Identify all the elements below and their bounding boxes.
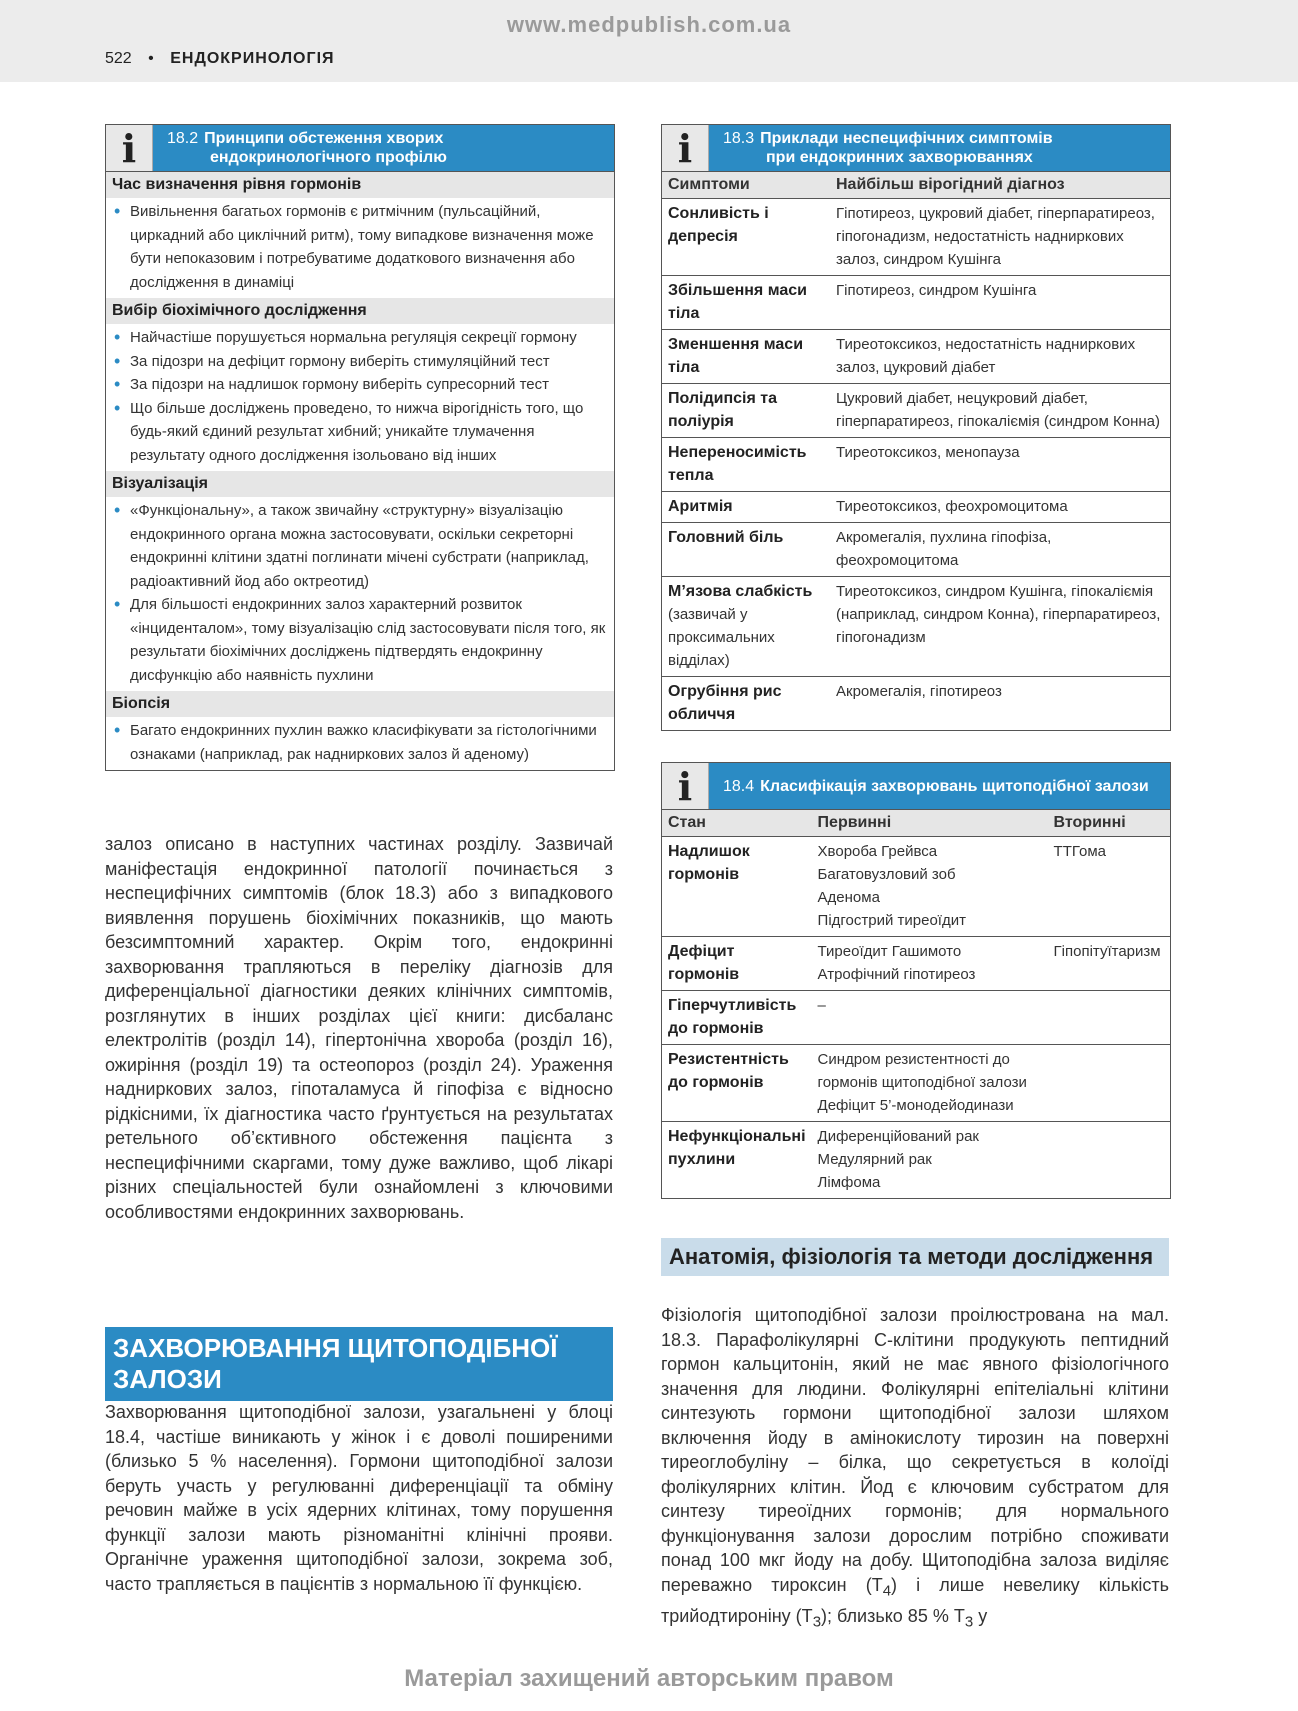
primary-item: Багатовузловий зоб bbox=[817, 866, 956, 883]
state-cell: Нефункціональні пухлини bbox=[662, 1122, 812, 1199]
box-section-heading: Вибір біохімічного дослідження bbox=[106, 298, 614, 324]
table-row bbox=[662, 199, 1170, 276]
symptom-note: (зазвичай у проксимальних відділах) bbox=[668, 606, 775, 669]
box-18-3-title bbox=[709, 125, 1170, 171]
subscript: 3 bbox=[812, 1613, 822, 1631]
box-section-heading: Біопсія bbox=[106, 691, 614, 717]
col-primary: Первинні bbox=[812, 810, 1048, 837]
table-row bbox=[662, 837, 1170, 937]
symptom-cell bbox=[662, 330, 830, 384]
symptom-cell bbox=[662, 492, 830, 523]
symptom-name: М’язова слабкість bbox=[668, 583, 813, 600]
list-item: • Для більшості ендокринних залоз характерний розвиток «інциденталом», тому візуалізацію слід застосовувати після того, як результати біохімічних досліджень підтвердять ендокринну дисфункцію або наявність пухлини bbox=[130, 593, 608, 687]
symptom-cell bbox=[662, 523, 830, 577]
diagnosis-cell: Тиреотоксикоз, менопауза bbox=[830, 438, 1170, 492]
separator-bullet: • bbox=[148, 50, 154, 67]
diagnosis-cell: Гіпотиреоз, цукровий діабет, гіперпаратиреоз, гіпогонадизм, недостатність наднирковиx залоз, синдром Кушінга bbox=[830, 199, 1170, 276]
list-item: • За підозри на надлишок гормону виберіть супресорний тест bbox=[130, 373, 608, 397]
symptom-cell bbox=[662, 677, 830, 731]
symptom-cell bbox=[662, 577, 830, 677]
primary-item: Дефіцит 5’-монодейодинази bbox=[817, 1097, 1014, 1114]
table-row bbox=[662, 330, 1170, 384]
table-row bbox=[662, 677, 1170, 731]
col-symptoms: Симптоми bbox=[662, 172, 830, 199]
symptom-name: Аритмія bbox=[668, 498, 733, 515]
box-section-list bbox=[106, 497, 614, 691]
secondary-cell: Гіпопітуїтаризм bbox=[1048, 937, 1170, 991]
primary-cell bbox=[812, 1045, 1048, 1122]
box-18-2-title bbox=[153, 125, 614, 171]
body-paragraph-2: Захворювання щитоподібної залози, узагальнені у блоці 18.4, частіше виникають у жінок і є доволі поширеними (близько 5 % населення). Гормони щитоподібної залози беруть участь у регулюванні диференціації та обміну речовин майже в усіх ядерних клітинах, тому порушення функції залози мають різноманітні клінічні прояви. Органічне ураження щитоподібної залози, зокрема зоб, часто трапляється в пацієнтів з нормальною її функцією. bbox=[105, 1402, 613, 1594]
primary-item: Диференційований рак bbox=[817, 1128, 979, 1145]
box-section-heading: Час визначення рівня гормонів bbox=[106, 172, 614, 198]
symptom-cell bbox=[662, 276, 830, 330]
primary-cell bbox=[812, 837, 1048, 937]
diagnosis-cell: Тиреотоксикоз, феохромоцитома bbox=[830, 492, 1170, 523]
state-cell: Дефіцит гормонів bbox=[662, 937, 812, 991]
list-item: • Вивільнення багатьох гормонів є ритмічним (пульсаційний, циркадний або циклічний ритм), тому випадкове визначення може бути непоказовим і потребуватиме додаткового визначення або дослідження в динаміці bbox=[130, 200, 608, 294]
watermark-url: www.medpublish.com.ua bbox=[506, 12, 792, 37]
primary-item: Лімфома bbox=[817, 1174, 881, 1191]
symptom-name: Головний біль bbox=[668, 529, 784, 546]
box-number: 18.2 bbox=[167, 130, 199, 147]
page-number: 522 bbox=[105, 50, 132, 67]
primary-item: Аденома bbox=[817, 889, 880, 906]
subscript: 3 bbox=[964, 1613, 974, 1631]
box-18-3-header bbox=[662, 125, 1170, 172]
text-part: Фізіологія щитоподібної залози проілюстрована на мал. 18.3. Парафолікулярні С-клітини продукують пептидний гормон кальцитонін, який не має явного фізіологічного значення для людини. Фолікулярні епітеліальні клітини синтезують гормони щитоподібної залози шляхом включення йоду в амінокислоту тирозин на поверхні тиреоглобуліну – білка, що секретується в колоїді фолікулярних клітин. Йод є ключовим субстратом для синтезу тиреоїдних гормонів; для нормального функціонування залози дорослим потрібно споживати понад 100 мкг йоду на добу. Щитоподібна залоза виділяє переважно тироксин (T bbox=[661, 1305, 1169, 1595]
primary-item: Медулярний рак bbox=[817, 1151, 932, 1168]
state-cell: Гіперчутливість до гормонів bbox=[662, 991, 812, 1045]
section-heading-thyroid: ЗАХВОРЮВАННЯ ЩИТОПОДІБНОЇ ЗАЛОЗИ bbox=[105, 1327, 613, 1401]
box-section-heading: Візуалізація bbox=[106, 471, 614, 497]
col-diagnosis: Найбільш вірогідний діагноз bbox=[830, 172, 1170, 199]
box-title-line1: Приклади неспецифічних симптомів bbox=[760, 130, 1053, 147]
secondary-cell: ТТГома bbox=[1048, 837, 1170, 937]
table-row bbox=[662, 937, 1170, 991]
table-row bbox=[662, 1122, 1170, 1199]
table-row bbox=[662, 276, 1170, 330]
primary-item: Атрофічний гіпотиреоз bbox=[817, 966, 976, 983]
text-part: ); близько 85 % T bbox=[821, 1605, 965, 1626]
copyright-watermark: Матеріал захищений авторським правом bbox=[404, 1665, 894, 1692]
primary-item: Хвороба Грейвса bbox=[817, 843, 938, 860]
primary-item: – bbox=[817, 997, 826, 1014]
primary-item: Підгострий тиреоїдит bbox=[817, 912, 966, 929]
table-row bbox=[662, 1045, 1170, 1122]
box-number: 18.3 bbox=[723, 130, 755, 147]
secondary-cell bbox=[1048, 1122, 1170, 1199]
primary-cell bbox=[812, 937, 1048, 991]
secondary-cell bbox=[1048, 1045, 1170, 1122]
primary-cell bbox=[812, 991, 1048, 1045]
primary-item: Тиреоїдит Гашимото bbox=[817, 943, 962, 960]
table-row bbox=[662, 523, 1170, 577]
list-item: • Багато ендокринних пухлин важко класифікувати за гістологічними ознаками (наприклад, рак надниркових залоз й аденому) bbox=[130, 719, 608, 766]
box-section-list bbox=[106, 324, 614, 471]
box-number: 18.4 bbox=[723, 777, 755, 795]
box-18-4 bbox=[661, 762, 1171, 1199]
symptom-name: Збільшення маси тіла bbox=[668, 282, 807, 322]
diagnosis-cell: Акромегалія, пухлина гіпофіза, феохромоцитома bbox=[830, 523, 1170, 577]
primary-cell bbox=[812, 1122, 1048, 1199]
symptom-name: Сонливість і депресія bbox=[668, 205, 769, 245]
secondary-cell bbox=[1048, 991, 1170, 1045]
table-row bbox=[662, 384, 1170, 438]
symptom-name: Зменшення маси тіла bbox=[668, 336, 804, 376]
symptom-cell bbox=[662, 384, 830, 438]
box-title-line1: Принципи обстеження хворих bbox=[204, 130, 444, 147]
state-cell: Надлишок гормонів bbox=[662, 837, 812, 937]
box-18-4-header bbox=[662, 763, 1170, 810]
box-18-3 bbox=[661, 124, 1171, 731]
section-title: ЕНДОКРИНОЛОГІЯ bbox=[170, 50, 335, 67]
box-section-list bbox=[106, 198, 614, 298]
table-row bbox=[662, 577, 1170, 677]
body-paragraph-1: залоз описано в наступних частинах розділу. Зазвичай маніфестація ендокринної патології починається з неспецифічних симптомів (блок 18.3) або з випадкового виявлення порушень біохімічних показників, що мають безсимптомний характер. Окрім того, ендокринні захворювання трапляються в переліку діагнозів для диференціальної діагностики деяких клінічних симптомів, розглянутих в інших розділах цієї книги: дисбаланс електролітів (розділ 14), гіпертонічна хвороба (розділ 16), ожиріння (розділ 19) та остеопороз (розділ 24). Ураження наднирковиx залоз, гіпоталамуса й гіпофіза є відносно рідкісними, їх діагностика часто ґрунтується на результатах ретельного об’єктивного обстеження пацієнта з неспецифічними скаргами, тому дуже важливо, щоб лікарі різних спеціальностей були ознайомлені з ключовими особливостями ендокринних захворювань. bbox=[105, 834, 613, 1222]
state-cell: Резистентність до гормонів bbox=[662, 1045, 812, 1122]
symptom-name: Огрубіння рис обличчя bbox=[668, 683, 782, 723]
thyroid-classification-table bbox=[662, 810, 1170, 1198]
box-title-line2: при ендокринних захворюваннях bbox=[766, 149, 1033, 166]
symptom-cell bbox=[662, 438, 830, 492]
diagnosis-cell: Тиреотоксикоз, недостатність наднирковиx залоз, цукровий діабет bbox=[830, 330, 1170, 384]
diagnosis-cell: Акромегалія, гіпотиреоз bbox=[830, 677, 1170, 731]
box-section-list bbox=[106, 717, 614, 770]
col-state: Стан bbox=[662, 810, 812, 837]
table-row bbox=[662, 492, 1170, 523]
list-item: • За підозри на дефіцит гормону виберіть стимуляційний тест bbox=[130, 350, 608, 374]
box-18-4-title bbox=[709, 763, 1170, 809]
running-head bbox=[105, 50, 335, 68]
symptom-name: Полідипсія та поліурія bbox=[668, 390, 777, 430]
text-part: у bbox=[973, 1605, 988, 1626]
diagnosis-cell: Гіпотиреоз, синдром Кушінга bbox=[830, 276, 1170, 330]
info-icon: i bbox=[662, 763, 709, 809]
box-title: Класифікація захворювань щитоподібної залози bbox=[760, 777, 1149, 795]
info-icon: i bbox=[106, 125, 153, 171]
symptom-cell bbox=[662, 199, 830, 276]
box-18-2-body bbox=[106, 172, 614, 770]
primary-item: Синдром резистентності до гормонів щитоподібної залози bbox=[817, 1051, 1027, 1091]
diagnosis-cell: Цукровий діабет, нецукровий діабет, гіперпаратиреоз, гіпокаліємія (синдром Конна) bbox=[830, 384, 1170, 438]
diagnosis-cell: Тиреотоксикоз, синдром Кушінга, гіпокаліємія (наприклад, синдром Конна), гіперпаратиреоз, гіпогонадизм bbox=[830, 577, 1170, 677]
subsection-heading-anatomy: Анатомія, фізіологія та методи дослідження bbox=[661, 1238, 1169, 1276]
box-title-line2: ендокринологічного профілю bbox=[210, 149, 447, 166]
symptoms-table bbox=[662, 172, 1170, 730]
table-row bbox=[662, 438, 1170, 492]
col-secondary: Вторинні bbox=[1048, 810, 1170, 837]
body-paragraph-3 bbox=[661, 1303, 1169, 1635]
symptom-name: Непереносимість тепла bbox=[668, 444, 807, 484]
text-part: ) і лише невелику кількість трийодтироніну (T bbox=[661, 1574, 1169, 1626]
table-row bbox=[662, 991, 1170, 1045]
list-item: • Найчастіше порушується нормальна регуляція секреції гормону bbox=[130, 326, 608, 350]
subscript: 4 bbox=[882, 1582, 892, 1600]
box-18-2-header bbox=[106, 125, 614, 172]
list-item: • Що більше досліджень проведено, то нижча вірогідність того, що будь-який єдиний результат хибний; уникайте тлумачення результату одного дослідження ізольовано від інших bbox=[130, 397, 608, 468]
info-icon: i bbox=[662, 125, 709, 171]
page-header bbox=[0, 0, 1298, 82]
list-item: • «Функціональну», а також звичайну «структурну» візуалізацію ендокринного органа можна застосовувати, оскільки секреторні ендокринні клітини здатні поглинати мічені субстрати (наприклад, радіоактивний йод або октреотид) bbox=[130, 499, 608, 593]
box-18-2 bbox=[105, 124, 615, 771]
